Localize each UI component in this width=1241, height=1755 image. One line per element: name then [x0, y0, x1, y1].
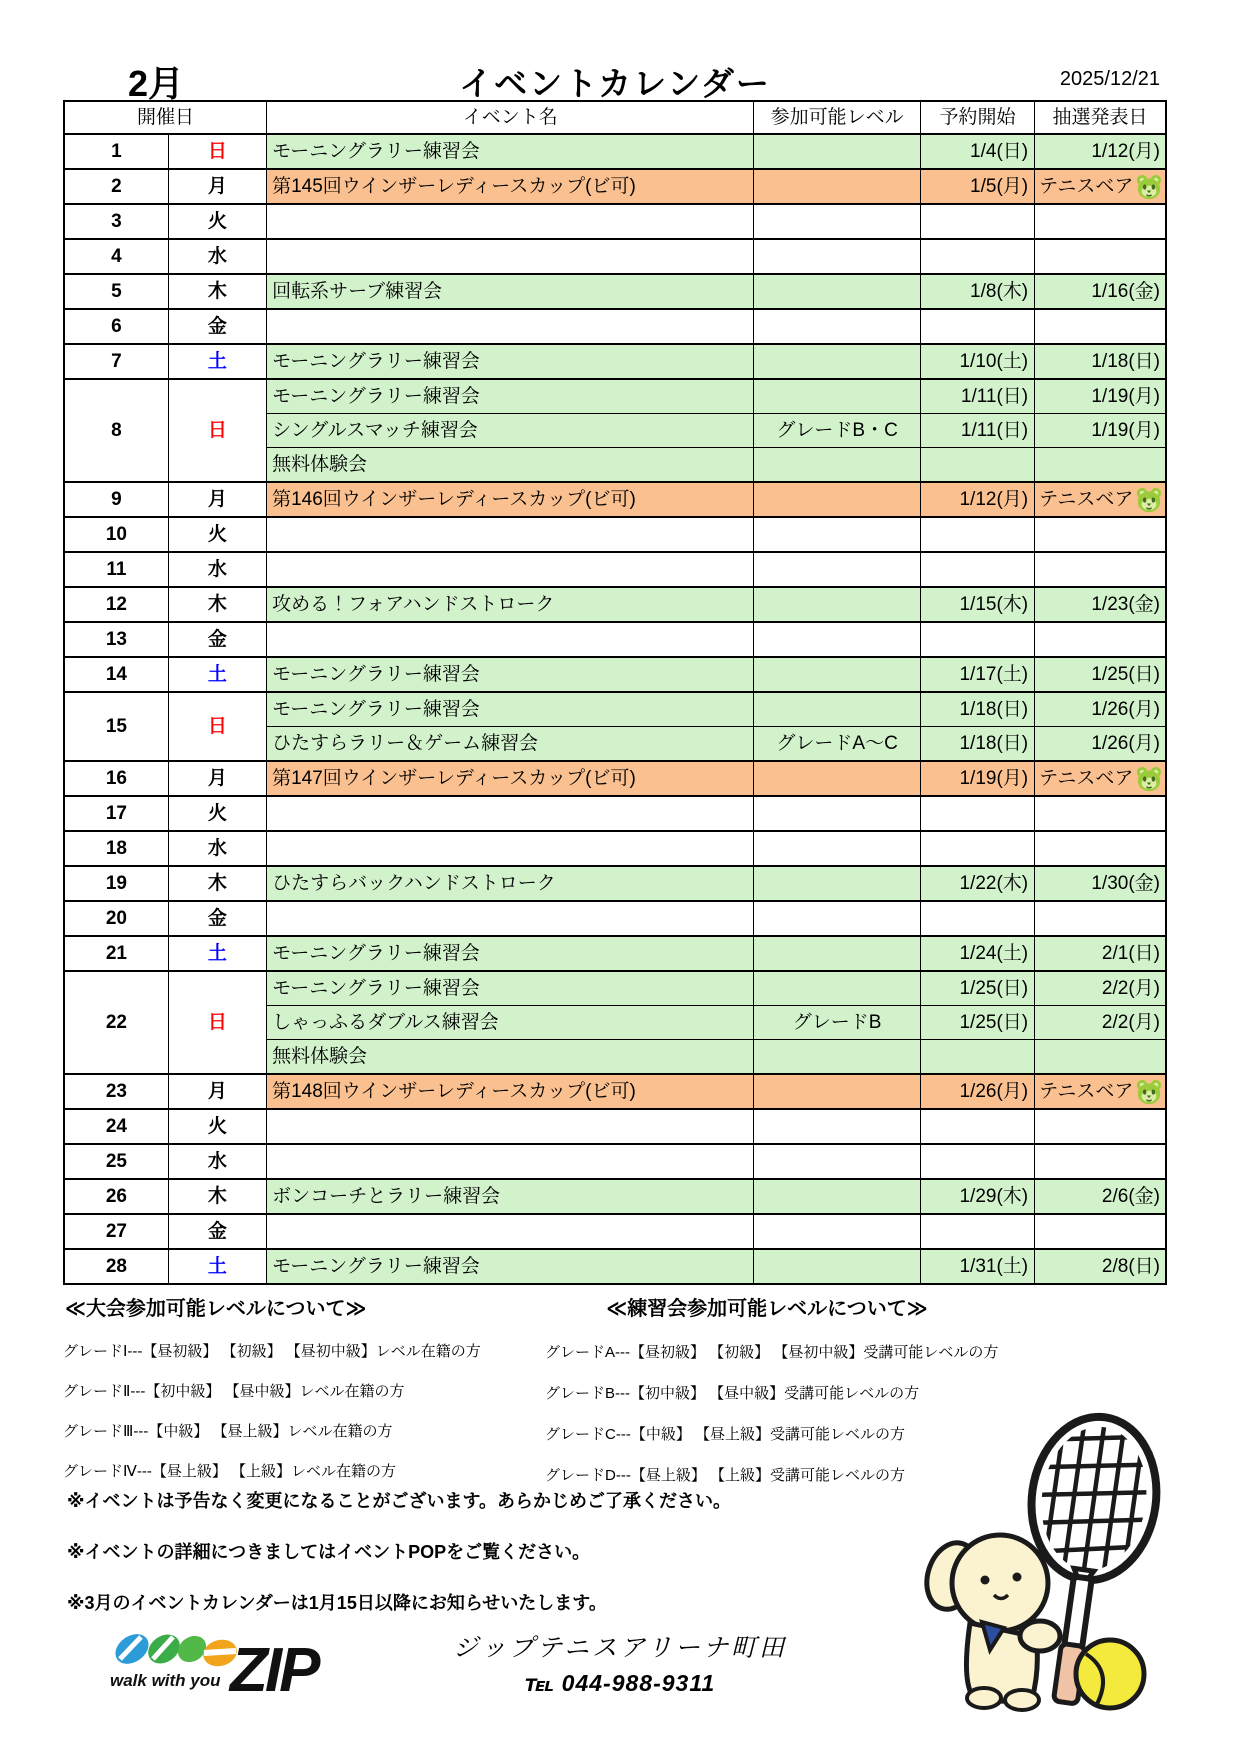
tournament-legend-title: ≪大会参加可能レベルについて≫ — [65, 1298, 367, 1320]
level-cell — [754, 309, 920, 344]
day-number-cell: 15 — [64, 692, 168, 761]
weekday-cell: 木 — [168, 866, 266, 901]
calendar-row-day-23 — [64, 1074, 1166, 1109]
calendar-row-day-25 — [64, 1144, 1166, 1179]
zip-logo-text: ZIP — [230, 1636, 318, 1702]
note-1: ※イベントは予告なく変更になることがございます。あらかじめご了承ください。 — [67, 1491, 732, 1511]
company-name: ジップテニスアリーナ町田 — [453, 1634, 788, 1662]
lottery-date-cell: 1/19(月) — [1035, 379, 1166, 414]
level-cell — [754, 517, 920, 552]
level-cell — [754, 1144, 920, 1179]
reserve-date-cell: 1/25(日) — [920, 971, 1034, 1006]
event-name-cell: モーニングラリー練習会 — [267, 134, 754, 169]
reserve-date-cell — [920, 239, 1034, 274]
event-name-cell: モーニングラリー練習会 — [267, 936, 754, 971]
weekday-cell: 日 — [168, 692, 266, 761]
lottery-date-cell — [1035, 552, 1166, 587]
calendar-body — [64, 134, 1166, 1284]
event-name-cell: 攻める！フォアハンドストローク — [267, 587, 754, 622]
calendar-row-day-6 — [64, 309, 1166, 344]
event-name-cell: モーニングラリー練習会 — [267, 971, 754, 1006]
level-cell — [754, 1179, 920, 1214]
day-number-cell: 17 — [64, 796, 168, 831]
weekday-cell: 月 — [168, 482, 266, 517]
calendar-row-day-15-1 — [64, 692, 1166, 727]
tournament-grade-item-1: グレードⅠ---【昼初級】 【初級】 【昼初中級】レベル在籍の方 — [63, 1343, 481, 1360]
reserve-date-cell — [920, 1040, 1034, 1075]
zip-logo — [108, 1622, 358, 1702]
column-header-event: イベント名 — [267, 101, 754, 134]
tennis-bear-icon — [1135, 1079, 1163, 1105]
tennis-bear-icon — [1135, 766, 1163, 792]
day-number-cell: 2 — [64, 169, 168, 204]
reserve-date-cell: 1/24(土) — [920, 936, 1034, 971]
lottery-date-cell — [1035, 901, 1166, 936]
calendar-row-day-12 — [64, 587, 1166, 622]
column-header-lottery: 抽選発表日 — [1035, 101, 1166, 134]
column-header-level: 参加可能レベル — [754, 101, 920, 134]
calendar-row-day-17 — [64, 796, 1166, 831]
level-cell — [754, 482, 920, 517]
event-name-cell: 第147回ウインザーレディースカップ(ビ可) — [267, 761, 754, 796]
tournament-grade-item-4: グレードⅣ---【昼上級】 【上級】レベル在籍の方 — [63, 1463, 396, 1480]
lottery-date-cell — [1035, 204, 1166, 239]
lottery-date-cell — [1035, 761, 1166, 796]
weekday-cell: 金 — [168, 309, 266, 344]
calendar-row-day-19 — [64, 866, 1166, 901]
calendar-row-day-18 — [64, 831, 1166, 866]
reserve-date-cell — [920, 517, 1034, 552]
level-cell — [754, 1074, 920, 1109]
lottery-date-cell: 1/19(月) — [1035, 414, 1166, 448]
zip-logo-leaves — [110, 1628, 240, 1670]
day-number-cell: 3 — [64, 204, 168, 239]
day-number-cell: 16 — [64, 761, 168, 796]
calendar-row-day-22-1 — [64, 971, 1166, 1006]
level-cell — [754, 169, 920, 204]
weekday-cell: 木 — [168, 274, 266, 309]
level-cell — [754, 1040, 920, 1075]
day-number-cell: 14 — [64, 657, 168, 692]
tennis-bear-announcement — [1039, 766, 1163, 792]
weekday-cell: 水 — [168, 1144, 266, 1179]
calendar-row-day-11 — [64, 552, 1166, 587]
tennis-bear-label: テニスベア — [1039, 767, 1134, 789]
weekday-cell: 土 — [168, 1249, 266, 1284]
lottery-date-cell: 1/30(金) — [1035, 866, 1166, 901]
lottery-date-cell: 1/18(日) — [1035, 344, 1166, 379]
lottery-date-cell — [1035, 517, 1166, 552]
level-cell — [754, 692, 920, 727]
reserve-date-cell: 1/26(月) — [920, 1074, 1034, 1109]
level-cell — [754, 971, 920, 1006]
event-name-cell — [267, 1144, 754, 1179]
calendar-row-day-4 — [64, 239, 1166, 274]
day-number-cell: 4 — [64, 239, 168, 274]
weekday-cell: 火 — [168, 796, 266, 831]
calendar-header-row — [64, 101, 1166, 134]
reserve-date-cell: 1/11(日) — [920, 414, 1034, 448]
day-number-cell: 19 — [64, 866, 168, 901]
practice-grade-item-3: グレードC---【中級】 【昼上級】受講可能レベルの方 — [545, 1426, 905, 1443]
event-name-cell: シングルスマッチ練習会 — [267, 414, 754, 448]
event-name-cell: 無料体験会 — [267, 1040, 754, 1075]
lottery-date-cell — [1035, 309, 1166, 344]
lottery-date-cell: 2/1(日) — [1035, 936, 1166, 971]
note-2: ※イベントの詳細につきましてはイベントPOPをご覧ください。 — [67, 1542, 591, 1562]
level-cell — [754, 761, 920, 796]
weekday-cell: 火 — [168, 204, 266, 239]
weekday-cell: 月 — [168, 761, 266, 796]
level-cell — [754, 274, 920, 309]
event-name-cell: モーニングラリー練習会 — [267, 692, 754, 727]
weekday-cell: 土 — [168, 936, 266, 971]
tennis-bear-announcement — [1039, 174, 1163, 200]
tennis-bear-announcement — [1039, 1079, 1163, 1105]
day-number-cell: 10 — [64, 517, 168, 552]
weekday-cell: 木 — [168, 587, 266, 622]
day-number-cell: 23 — [64, 1074, 168, 1109]
lottery-date-cell: 2/2(月) — [1035, 971, 1166, 1006]
calendar-row-day-2 — [64, 169, 1166, 204]
reserve-date-cell — [920, 448, 1034, 483]
lottery-date-cell — [1035, 831, 1166, 866]
event-name-cell — [267, 831, 754, 866]
day-number-cell: 9 — [64, 482, 168, 517]
lottery-date-cell — [1035, 1109, 1166, 1144]
reserve-date-cell — [920, 831, 1034, 866]
tennis-bear-announcement — [1039, 487, 1163, 513]
level-cell — [754, 344, 920, 379]
calendar-row-day-14 — [64, 657, 1166, 692]
lottery-date-cell — [1035, 796, 1166, 831]
practice-legend-title: ≪練習会参加可能レベルについて≫ — [606, 1298, 928, 1320]
event-name-cell: モーニングラリー練習会 — [267, 379, 754, 414]
level-cell — [754, 796, 920, 831]
day-number-cell: 1 — [64, 134, 168, 169]
level-cell — [754, 866, 920, 901]
reserve-date-cell — [920, 796, 1034, 831]
level-cell — [754, 204, 920, 239]
lottery-date-cell — [1035, 448, 1166, 483]
reserve-date-cell: 1/10(土) — [920, 344, 1034, 379]
calendar-row-day-26 — [64, 1179, 1166, 1214]
weekday-cell: 日 — [168, 134, 266, 169]
lottery-date-cell: 1/26(月) — [1035, 727, 1166, 762]
tournament-grade-item-2: グレードⅡ---【初中級】 【昼中級】レベル在籍の方 — [63, 1383, 405, 1400]
level-cell — [754, 1109, 920, 1144]
lottery-date-cell — [1035, 239, 1166, 274]
calendar-row-day-13 — [64, 622, 1166, 657]
level-cell — [754, 831, 920, 866]
day-number-cell: 25 — [64, 1144, 168, 1179]
day-number-cell: 6 — [64, 309, 168, 344]
page-title: イベントカレンダー — [459, 65, 771, 102]
level-cell — [754, 552, 920, 587]
event-name-cell — [267, 309, 754, 344]
lottery-date-cell: 1/23(金) — [1035, 587, 1166, 622]
calendar-row-day-24 — [64, 1109, 1166, 1144]
dog — [919, 1535, 1060, 1710]
tennis-ball — [1076, 1640, 1144, 1708]
reserve-date-cell: 1/25(日) — [920, 1006, 1034, 1040]
reserve-date-cell: 1/17(土) — [920, 657, 1034, 692]
event-name-cell: ひたすらバックハンドストローク — [267, 866, 754, 901]
reserve-date-cell: 1/12(月) — [920, 482, 1034, 517]
tennis-bear-label: テニスベア — [1039, 175, 1134, 197]
lottery-date-cell — [1035, 482, 1166, 517]
reserve-date-cell — [920, 901, 1034, 936]
day-number-cell: 27 — [64, 1214, 168, 1249]
day-number-cell: 24 — [64, 1109, 168, 1144]
reserve-date-cell: 1/22(木) — [920, 866, 1034, 901]
event-name-cell: 第148回ウインザーレディースカップ(ビ可) — [267, 1074, 754, 1109]
calendar-row-day-28 — [64, 1249, 1166, 1284]
calendar-row-day-21 — [64, 936, 1166, 971]
level-cell — [754, 901, 920, 936]
level-cell — [754, 239, 920, 274]
lottery-date-cell: 2/6(金) — [1035, 1179, 1166, 1214]
tennis-bear-label: テニスベア — [1039, 1080, 1134, 1102]
tennis-bear-icon — [1135, 174, 1163, 200]
lottery-date-cell — [1035, 622, 1166, 657]
weekday-cell: 金 — [168, 622, 266, 657]
day-number-cell: 7 — [64, 344, 168, 379]
weekday-cell: 水 — [168, 831, 266, 866]
event-name-cell: 第146回ウインザーレディースカップ(ビ可) — [267, 482, 754, 517]
reserve-date-cell: 1/8(木) — [920, 274, 1034, 309]
day-number-cell: 22 — [64, 971, 168, 1074]
weekday-cell: 月 — [168, 169, 266, 204]
column-header-date: 開催日 — [64, 101, 267, 134]
weekday-cell: 土 — [168, 344, 266, 379]
event-name-cell — [267, 1109, 754, 1144]
calendar-row-day-8-1 — [64, 379, 1166, 414]
level-cell: グレードA～C — [754, 727, 920, 762]
reserve-date-cell — [920, 1109, 1034, 1144]
weekday-cell: 日 — [168, 971, 266, 1074]
reserve-date-cell: 1/5(月) — [920, 169, 1034, 204]
weekday-cell: 日 — [168, 379, 266, 482]
event-name-cell — [267, 622, 754, 657]
zip-logo-tagline: walk with you — [110, 1671, 221, 1690]
event-name-cell: 回転系サーブ練習会 — [267, 274, 754, 309]
event-name-cell — [267, 239, 754, 274]
day-number-cell: 5 — [64, 274, 168, 309]
document-date: 2025/12/21 — [1059, 68, 1160, 90]
lottery-date-cell — [1035, 1074, 1166, 1109]
company-block — [453, 1628, 787, 1697]
event-name-cell — [267, 517, 754, 552]
weekday-cell: 木 — [168, 1179, 266, 1214]
practice-grade-item-1: グレードA---【昼初級】 【初級】 【昼初中級】受講可能レベルの方 — [545, 1344, 999, 1361]
level-cell — [754, 134, 920, 169]
weekday-cell: 金 — [168, 1214, 266, 1249]
event-name-cell: モーニングラリー練習会 — [267, 344, 754, 379]
calendar-row-day-3 — [64, 204, 1166, 239]
day-number-cell: 26 — [64, 1179, 168, 1214]
event-calendar-table — [63, 100, 1167, 1285]
reserve-date-cell: 1/4(日) — [920, 134, 1034, 169]
practice-grade-item-4: グレードD---【昼上級】 【上級】受講可能レベルの方 — [545, 1467, 905, 1484]
event-name-cell: モーニングラリー練習会 — [267, 1249, 754, 1284]
reserve-date-cell: 1/15(木) — [920, 587, 1034, 622]
reserve-date-cell — [920, 1144, 1034, 1179]
level-cell — [754, 1249, 920, 1284]
calendar-row-day-27 — [64, 1214, 1166, 1249]
level-cell — [754, 622, 920, 657]
reserve-date-cell: 1/29(木) — [920, 1179, 1034, 1214]
lottery-date-cell: 1/16(金) — [1035, 274, 1166, 309]
calendar-row-day-9 — [64, 482, 1166, 517]
day-number-cell: 20 — [64, 901, 168, 936]
day-number-cell: 11 — [64, 552, 168, 587]
lottery-date-cell: 1/12(月) — [1035, 134, 1166, 169]
event-name-cell: しゃっふるダブルス練習会 — [267, 1006, 754, 1040]
calendar-row-day-20 — [64, 901, 1166, 936]
weekday-cell: 火 — [168, 517, 266, 552]
month-label: 2月 — [128, 63, 185, 104]
note-3: ※3月のイベントカレンダーは1月15日以降にお知らせいたします。 — [67, 1593, 607, 1613]
lottery-date-cell: 1/26(月) — [1035, 692, 1166, 727]
company-phone: ℡ 044-988-9311 — [524, 1670, 716, 1696]
footer — [108, 1622, 787, 1702]
column-header-reserve: 予約開始 — [920, 101, 1034, 134]
lottery-date-cell — [1035, 1144, 1166, 1179]
event-name-cell — [267, 901, 754, 936]
level-cell: グレードB — [754, 1006, 920, 1040]
lottery-date-cell: 2/2(月) — [1035, 1006, 1166, 1040]
day-number-cell: 13 — [64, 622, 168, 657]
weekday-cell: 金 — [168, 901, 266, 936]
reserve-date-cell: 1/11(日) — [920, 379, 1034, 414]
level-cell — [754, 587, 920, 622]
event-name-cell — [267, 552, 754, 587]
reserve-date-cell: 1/31(土) — [920, 1249, 1034, 1284]
level-cell — [754, 448, 920, 483]
reserve-date-cell — [920, 552, 1034, 587]
calendar-row-day-10 — [64, 517, 1166, 552]
reserve-date-cell — [920, 204, 1034, 239]
reserve-date-cell — [920, 309, 1034, 344]
reserve-date-cell: 1/18(日) — [920, 692, 1034, 727]
weekday-cell: 水 — [168, 552, 266, 587]
day-number-cell: 28 — [64, 1249, 168, 1284]
lottery-date-cell: 2/8(日) — [1035, 1249, 1166, 1284]
lottery-date-cell — [1035, 1040, 1166, 1075]
event-name-cell: 無料体験会 — [267, 448, 754, 483]
lottery-date-cell: 1/25(日) — [1035, 657, 1166, 692]
calendar-row-day-5 — [64, 274, 1166, 309]
reserve-date-cell: 1/19(月) — [920, 761, 1034, 796]
level-cell — [754, 379, 920, 414]
tennis-bear-icon — [1135, 487, 1163, 513]
day-number-cell: 12 — [64, 587, 168, 622]
event-name-cell — [267, 204, 754, 239]
event-name-cell — [267, 1214, 754, 1249]
event-name-cell: 第145回ウインザーレディースカップ(ビ可) — [267, 169, 754, 204]
reserve-date-cell — [920, 1214, 1034, 1249]
day-number-cell: 21 — [64, 936, 168, 971]
weekday-cell: 火 — [168, 1109, 266, 1144]
day-number-cell: 8 — [64, 379, 168, 482]
lottery-date-cell — [1035, 169, 1166, 204]
weekday-cell: 水 — [168, 239, 266, 274]
calendar-row-day-7 — [64, 344, 1166, 379]
lottery-date-cell — [1035, 1214, 1166, 1249]
weekday-cell: 月 — [168, 1074, 266, 1109]
practice-grade-item-2: グレードB---【初中級】 【昼中級】受講可能レベルの方 — [545, 1385, 920, 1402]
tournament-legend-items — [63, 1340, 515, 1481]
level-cell — [754, 936, 920, 971]
level-cell — [754, 657, 920, 692]
level-cell: グレードB・C — [754, 414, 920, 448]
day-number-cell: 18 — [64, 831, 168, 866]
calendar-row-day-16 — [64, 761, 1166, 796]
event-name-cell: ボンコーチとラリー練習会 — [267, 1179, 754, 1214]
reserve-date-cell — [920, 622, 1034, 657]
reserve-date-cell: 1/18(日) — [920, 727, 1034, 762]
weekday-cell: 土 — [168, 657, 266, 692]
event-name-cell — [267, 796, 754, 831]
event-name-cell: モーニングラリー練習会 — [267, 657, 754, 692]
calendar-row-day-1 — [64, 134, 1166, 169]
event-name-cell: ひたすらラリー＆ゲーム練習会 — [267, 727, 754, 762]
level-cell — [754, 1214, 920, 1249]
tournament-level-legend — [63, 1292, 515, 1485]
notes-section — [67, 1487, 731, 1640]
tournament-grade-item-3: グレードⅢ---【中級】 【昼上級】レベル在籍の方 — [63, 1423, 393, 1440]
tennis-bear-label: テニスベア — [1039, 488, 1134, 510]
tennis-dog-mascot — [882, 1398, 1202, 1718]
